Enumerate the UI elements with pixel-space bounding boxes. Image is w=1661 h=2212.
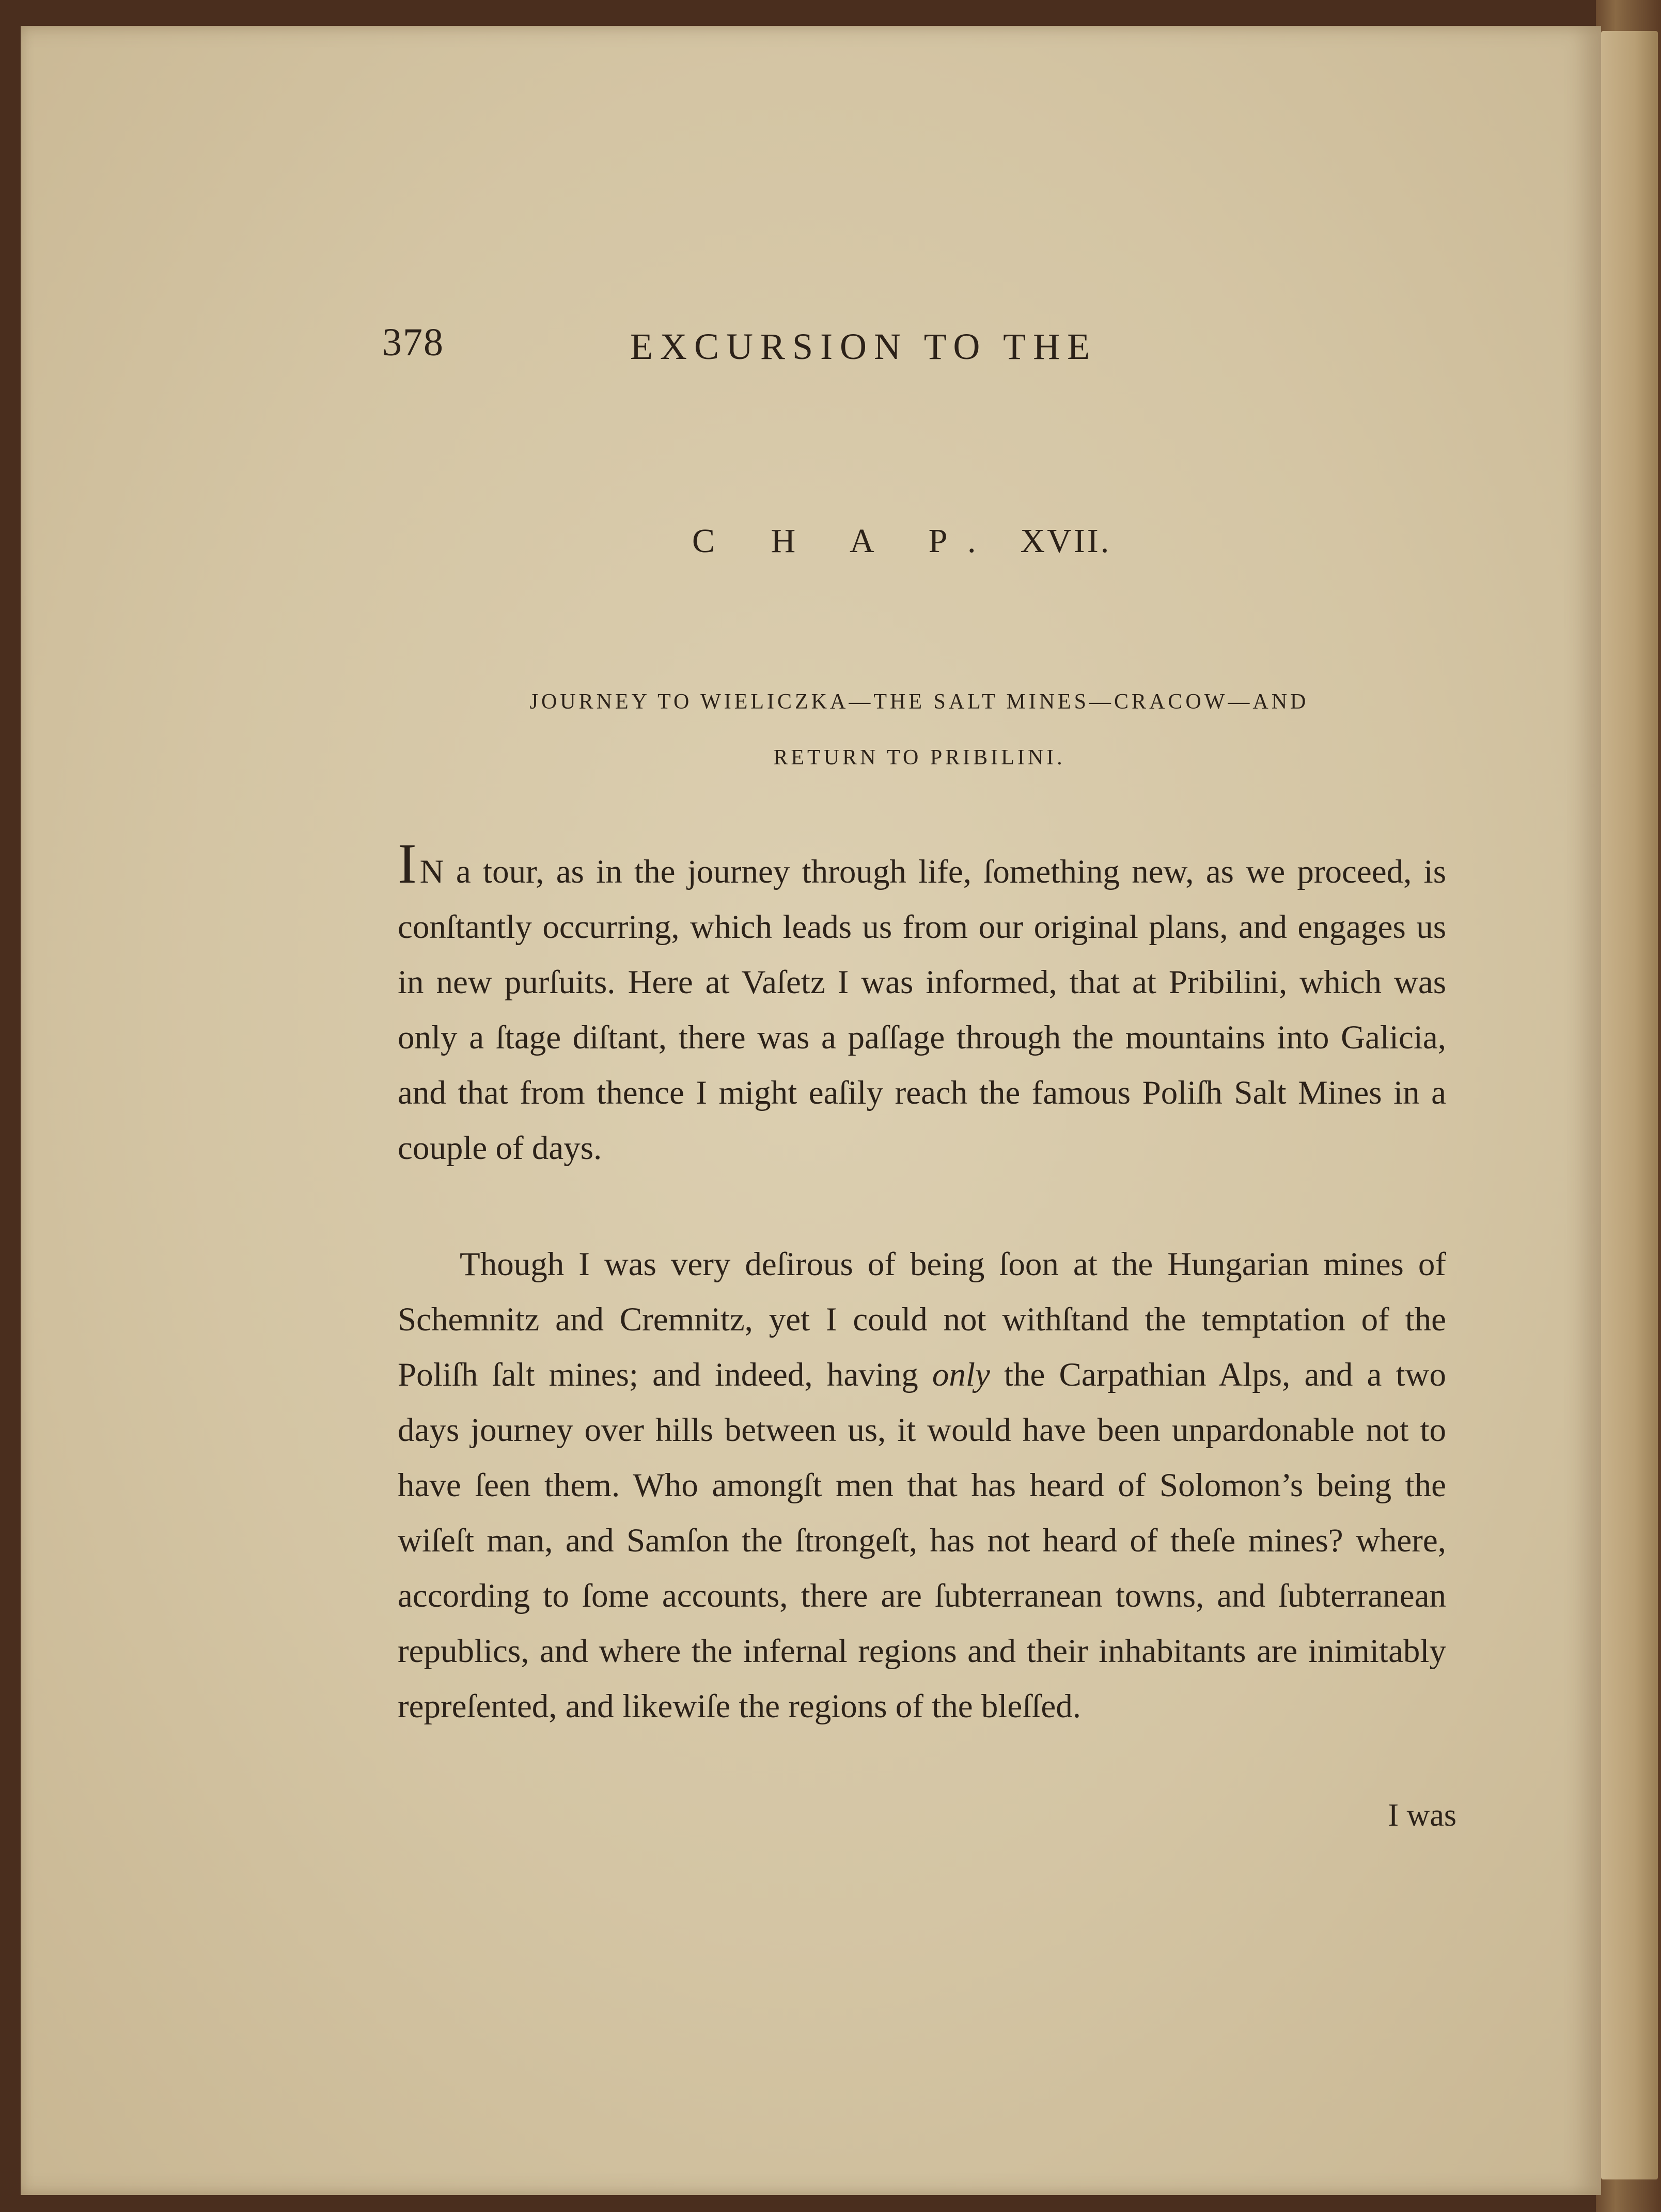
drop-cap: I: [398, 832, 417, 895]
paragraph-2-text-b: the Carpathian Alps, and a two days journey over hills between us, it would have been unpardonable not to have ſeen them. Who amongſt men that has heard of Solomon’s being the wiſeſt man, and Samſon the ſtrongeſt, has not heard of theſe mines? where, according to ſome accounts, there are ſubterranean towns, and ſubterranean republics, and where the infernal regions and their inhabitants are inimitably repreſented, and likewiſe the regions of the bleſſed.: [398, 1356, 1446, 1725]
paragraph-1: [398, 832, 1446, 1176]
paragraph-2: [398, 1237, 1446, 1734]
book-page: [21, 26, 1601, 2195]
running-head: [21, 315, 1601, 377]
running-title: EXCURSION TO THE: [630, 326, 1098, 367]
paragraph-2-italic: only: [932, 1356, 990, 1393]
chapter-subtitle-line-2: RETURN TO PRIBILINI.: [773, 746, 1065, 770]
page-number: 378: [382, 321, 444, 364]
paragraph-1-text: N a tour, as in the journey through life, ſomething new, as we proceed, is conſtantly occurring, which leads us from our original plans, and engages us in new purſuits. Here at Vaſetz I was informed, that at Pribilini, which was only a ſtage diſtant, there was a paſſage through the mountains into Galicia, and that from thence I might eaſily reach the famous Poliſh Salt Mines in a couple of days.: [398, 853, 1446, 1167]
chapter-label: C H A P.: [692, 522, 1000, 560]
chapter-subtitle-line-1: JOURNEY TO WIELICZKA—THE SALT MINES—CRACOW—AND: [529, 690, 1309, 714]
next-page-edge: [1601, 31, 1658, 2179]
chapter-number: XVII.: [1020, 522, 1111, 560]
catchword: I was: [1388, 1798, 1456, 1833]
chapter-heading: [692, 522, 1111, 561]
chapter-subtitle: [393, 674, 1446, 786]
paragraph-2-text-a: Though I was very deſirous of being ſoon at the Hungarian mines of Schemnitz and Cremnitz, yet I could not withſtand the temptation of the Poliſh ſalt mines; and indeed, having: [398, 1246, 1446, 1393]
